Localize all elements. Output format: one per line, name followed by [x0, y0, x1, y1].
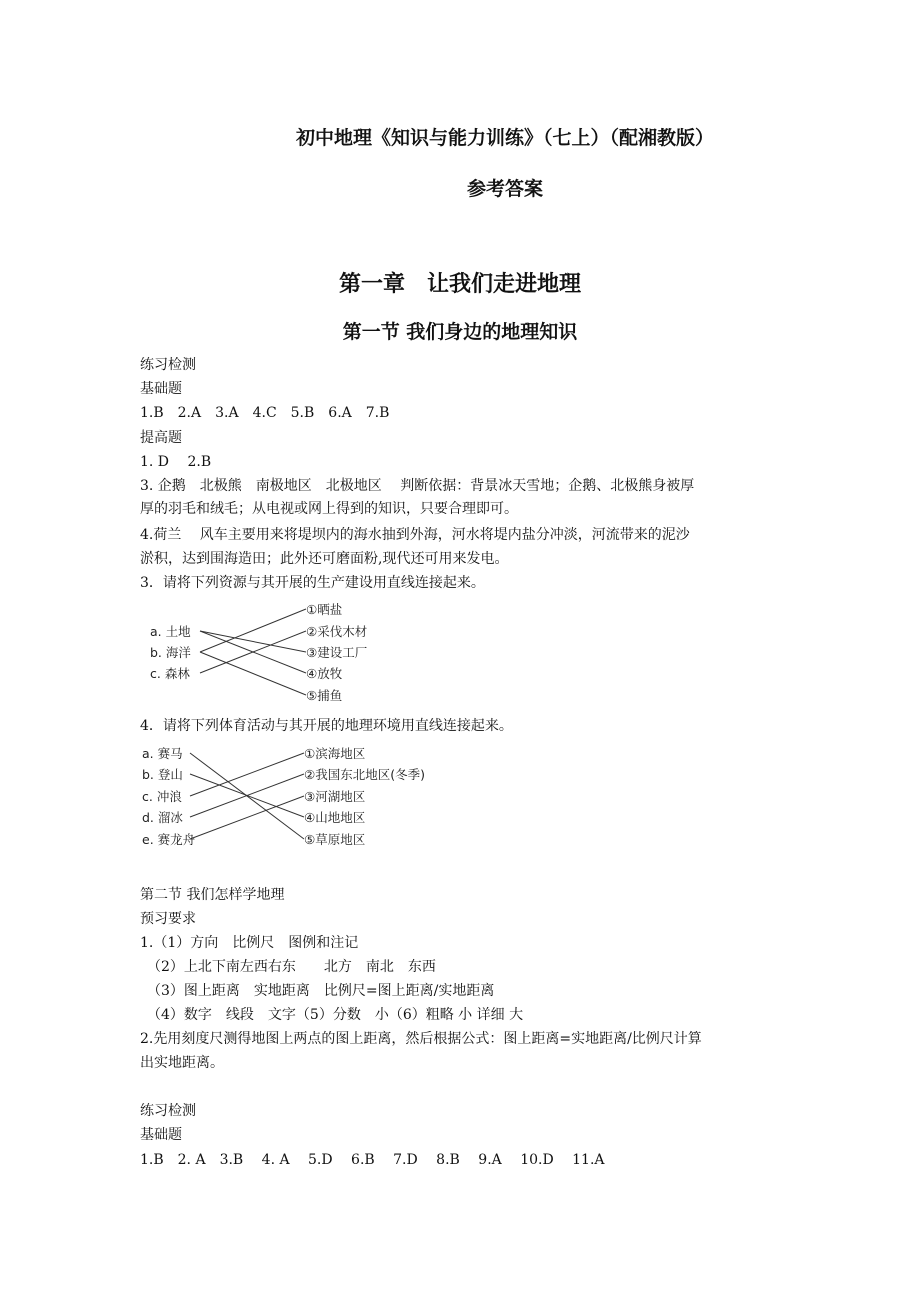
section-2-line: 2.先用刻度尺测得地图上两点的图上距离，然后根据公式：图上距离=实地距离/比例尺计算	[140, 1031, 702, 1047]
section-1-line: 厚的羽毛和绒毛；从电视或网上得到的知识，只要合理即可。	[140, 501, 518, 517]
right-item-factory: ③建设工厂	[306, 645, 368, 660]
left-item-horse-racing: a. 赛马	[142, 746, 183, 761]
right-item-fishing: ⑤捕鱼	[306, 688, 343, 703]
connection-line	[200, 652, 306, 695]
section-2-line: 预习要求	[140, 911, 196, 927]
section-2-title: 第二节 我们怎样学地理	[140, 887, 285, 903]
section-2-line: 1.B 2. A 3.B 4. A 5.D 6.B 7.D 8.B 9.A 10.D 11.A	[140, 1152, 605, 1168]
section-2-line: （4）数字 线段 文字（5）分数 小（6）粗略 小 详细 大	[140, 1007, 524, 1023]
section-1-line: 1. D 2.B	[140, 454, 212, 470]
right-item-grassland: ⑤草原地区	[304, 832, 366, 847]
section-1-line: 3. 企鹅 北极熊 南极地区 北极地区 判断依据：背景冰天雪地；企鹅、北极熊身被厚	[140, 478, 695, 494]
left-item-ocean: b. 海洋	[150, 645, 191, 660]
section-2-line: 基础题	[140, 1127, 182, 1143]
section-2-line: 出实地距离。	[140, 1055, 224, 1071]
right-item-logging: ②采伐木材	[306, 624, 368, 639]
section-1-line: 练习检测	[140, 357, 196, 373]
section-2-line: 练习检测	[140, 1103, 196, 1119]
section-1-title: 第一节 我们身边的地理知识	[342, 321, 578, 343]
section-1-line: 基础题	[140, 381, 182, 397]
section-2-line: 1.（1）方向 比例尺 图例和注记	[140, 935, 359, 951]
right-item-salt: ①晒盐	[306, 602, 343, 617]
section-1-line: 3．请将下列资源与其开展的生产建设用直线连接起来。	[140, 575, 485, 591]
matching-figure-resources	[140, 596, 400, 708]
question-4-prompt: 4．请将下列体育活动与其开展的地理环境用直线连接起来。	[140, 718, 513, 734]
section-1-line: 淤积，达到围海造田；此外还可磨面粉,现代还可用来发电。	[140, 551, 509, 567]
right-item-river-lake: ③河湖地区	[304, 789, 366, 804]
left-item-surfing: c. 冲浪	[142, 789, 182, 804]
left-item-skating: d. 溜冰	[142, 810, 183, 825]
left-item-forest: c. 森林	[150, 666, 190, 681]
right-item-mountain: ④山地地区	[304, 810, 366, 825]
chapter-title: 第一章 让我们走进地理	[338, 271, 581, 297]
section-1-line: 1.B 2.A 3.A 4.C 5.B 6.A 7.B	[140, 405, 390, 421]
matching-figure-sports	[140, 740, 440, 852]
connection-line	[200, 631, 306, 652]
left-item-climbing: b. 登山	[142, 767, 183, 782]
right-item-coastal: ①滨海地区	[304, 746, 366, 761]
left-item-land: a. 土地	[150, 624, 191, 639]
document-title: 初中地理《知识与能力训练》（七上）（配湘教版）	[295, 127, 714, 149]
right-item-grazing: ④放牧	[306, 666, 343, 681]
connection-line	[190, 796, 304, 839]
connection-line	[200, 609, 306, 652]
section-2-line: （3）图上距离 实地距离 比例尺=图上距离/实地距离	[140, 983, 495, 999]
document-subtitle: 参考答案	[466, 178, 543, 200]
section-1-line: 4.荷兰 风车主要用来将堤坝内的海水抽到外海，河水将堤内盐分冲淡，河流带来的泥沙	[140, 527, 690, 543]
left-item-dragon-boat: e. 赛龙舟	[142, 832, 196, 847]
connection-line	[190, 753, 304, 796]
section-2-line: （2）上北下南左西右东 北方 南北 东西	[140, 959, 436, 975]
right-item-northeast: ②我国东北地区(冬季)	[304, 767, 425, 782]
section-1-line: 提高题	[140, 430, 182, 446]
